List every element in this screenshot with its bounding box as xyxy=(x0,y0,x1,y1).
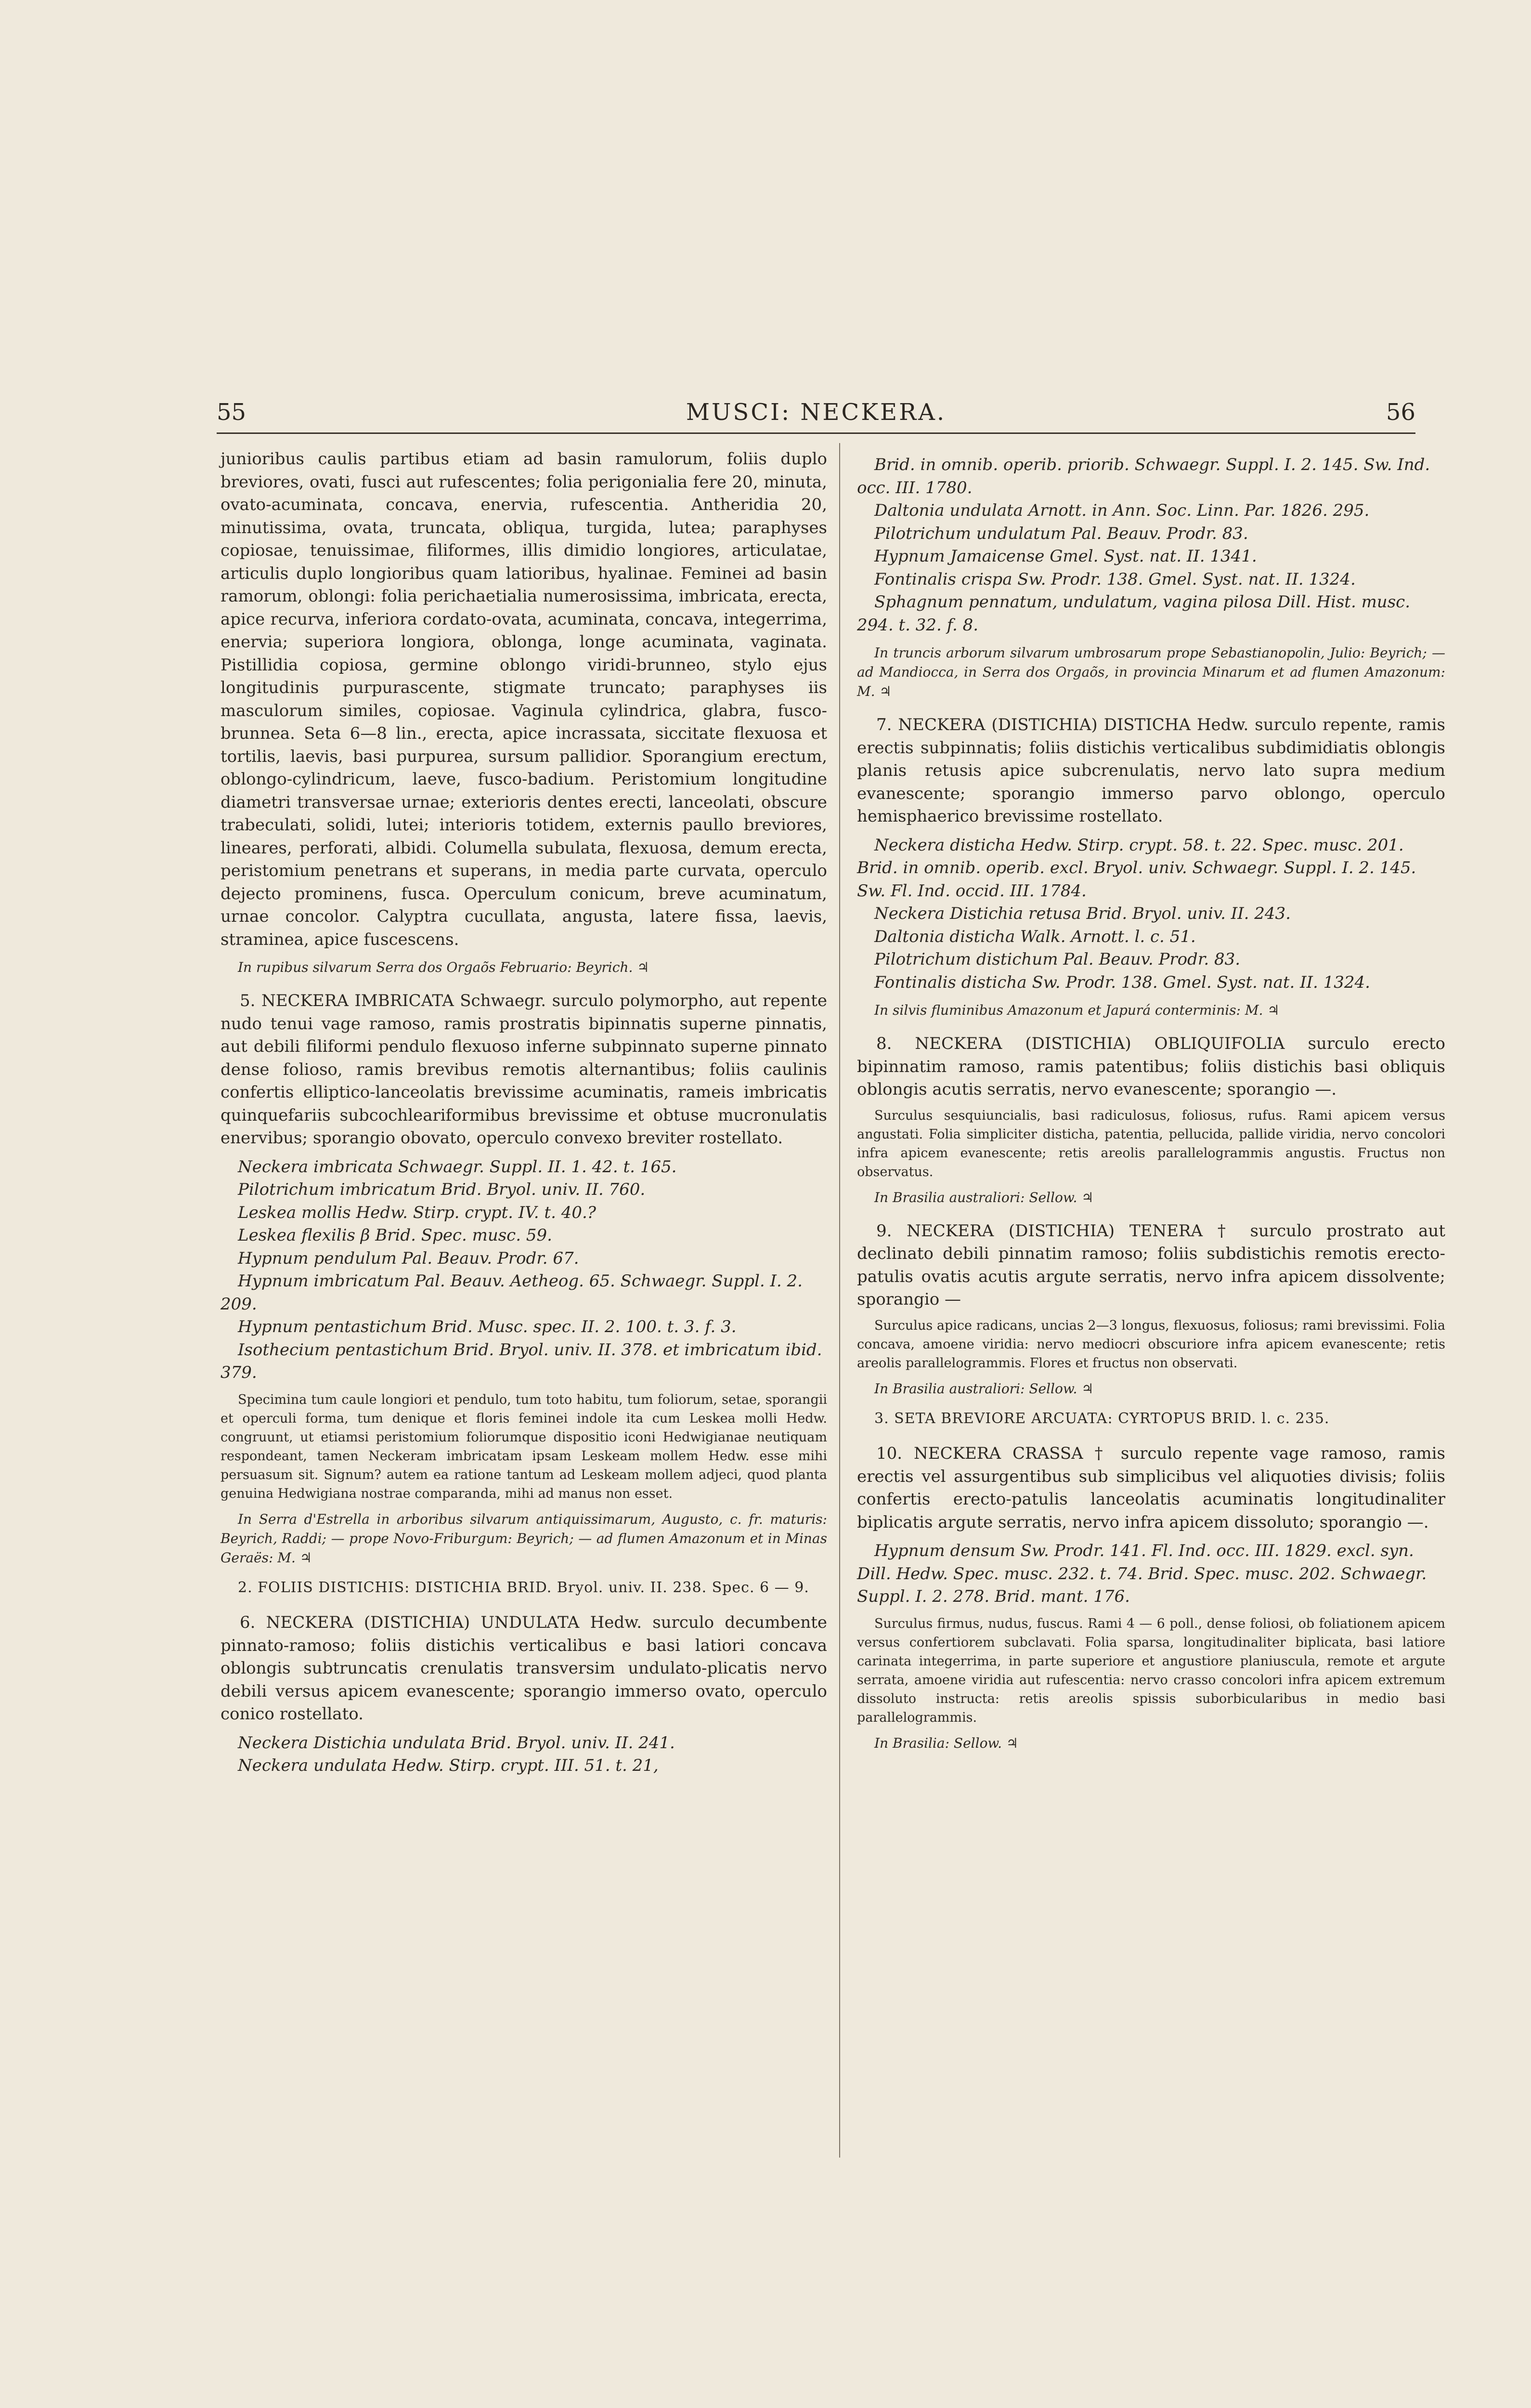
section-heading-3: 3. SETA BREVIORE ARCUATA: CYRTOPUS BRID. l. c. 235. xyxy=(874,1410,1330,1427)
synonym: Hypnum densum Sw. Prodr. 141. Fl. Ind. occ. III. 1829. excl. syn. Dill. Hedw. Spec. musc. 232. t. 74. Brid. Spec. musc. 202. Schwaegr. Suppl. I. 2. 278. Brid. mant. 176. xyxy=(857,1541,1427,1606)
page-number-right: 56 xyxy=(1386,399,1415,426)
synonym: Pilotrichum undulatum Pal. Beauv. Prodr. 83. xyxy=(874,523,1248,543)
synonym: Daltonia disticha Walk. Arnott. l. c. 51. xyxy=(874,927,1196,946)
note-10: Surculus firmus, nudus, fuscus. Rami 4 — 6 poll., dense foliosi, ob foliationem apicem versus confertiorem subclavati. Folia sparsa, longitudinaliter biplicata, basi latiore carinata integerrima, in parte superiore et angustiore planiuscula, remote et argute serrata, amoene viridia aut rufescentia: nervo crasso concolori infra apicem extremum dissoluto instructa: retis areolis spissis suborbicularibus in medio basi parallelogrammis. xyxy=(857,1616,1445,1725)
species-5-entry: 5. NECKERA IMBRICATA Schwaegr. surculo polymorpho, aut repente nudo tenui vage ramoso, ramis prostratis bipinnatis superne pinnatis, aut debili filiformi pendulo flexuoso inferne subpinnato superne pinnato dense folioso, ramis brevibus remotis alternantibus; foliis caulinis confertis elliptico-lanceolatis brevissime acuminatis, rameis imbricatis quinquefariis subcochleariformibus brevissime et obtuse mucronulatis enervibus; sporangio obovato, operculo convexo breviter rostellato. xyxy=(221,991,827,1148)
species-8-entry: 8. NECKERA (DISTICHIA) OBLIQUIFOLIA surculo erecto bipinnatim ramoso, ramis patentibus; foliis distichis basi obliquis oblongis acutis serratis, nervo evanescente; sporangio —. xyxy=(857,1034,1445,1099)
habitat-4: In rupibus silvarum Serra dos Orgaõs Februario: Beyrich. ♃ xyxy=(238,959,649,975)
synonym: Neckera Distichia retusa Brid. Bryol. univ. II. 243. xyxy=(874,904,1291,923)
synonym: Hypnum pentastichum Brid. Musc. spec. II. 2. 100. t. 3. f. 3. xyxy=(238,1317,737,1336)
habitat-8: In Brasilia australiori: Sellow. ♃ xyxy=(874,1189,1094,1205)
species-10-entry: 10. NECKERA CRASSA † surculo repente vage ramoso, ramis erectis vel assurgentibus sub simplicibus vel aliquoties divisis; foliis confertis erecto-patulis lanceolatis acuminatis longitudinaliter biplicatis argute serratis, nervo infra apicem dissoluto; sporangio —. xyxy=(857,1444,1445,1532)
synonym: Fontinalis crispa Sw. Prodr. 138. Gmel. Syst. nat. II. 1324. xyxy=(874,569,1356,589)
column-divider xyxy=(839,443,840,2158)
synonym: Leskea mollis Hedw. Stirp. crypt. IV. t. 40.? xyxy=(238,1203,596,1222)
synonym: Pilotrichum imbricatum Brid. Bryol. univ. II. 760. xyxy=(238,1180,646,1199)
synonym: Hypnum pendulum Pal. Beauv. Prodr. 67. xyxy=(238,1248,579,1268)
species-9-entry: 9. NECKERA (DISTICHIA) TENERA † surculo prostrato aut declinato debili pinnatim ramoso; foliis subdistichis remotis erecto-patulis ovatis acutis argute serratis, nervo infra apicem dissolvente; sporangio — xyxy=(857,1221,1445,1309)
synonyms-7 xyxy=(857,834,1445,995)
page-number-left: 55 xyxy=(217,399,247,426)
synonyms-10 xyxy=(857,1540,1445,1609)
running-title: MUSCI: NECKERA. xyxy=(686,399,947,426)
synonym: Pilotrichum distichum Pal. Beauv. Prodr. 83. xyxy=(874,950,1241,969)
page-header xyxy=(217,399,1415,434)
synonym: Sphagnum pennatum, undulatum, vagina pilosa Dill. Hist. musc. 294. t. 32. f. 8. xyxy=(857,592,1411,635)
synonyms-6-continued xyxy=(857,454,1445,637)
synonym: Daltonia undulata Arnott. in Ann. Soc. Linn. Par. 1826. 295. xyxy=(874,501,1370,520)
note-5: Specimina tum caule longiori et pendulo, tum toto habitu, tum foliorum, setae, sporangii et operculi forma, tum denique et floris feminei indole ita cum Leskea molli Hedw. congruunt, ut etiamsi peristomium foliorumque dispositio iconi Hedwigianae neutiquam respondeant, tamen Neckeram imbricatam ipsam Leskeam mollem Hedw. esse mihi persuasum sit. Signum? autem ea ratione tantum ad Leskeam mollem adjeci, quod planta genuina Hedwigiana nostrae comparanda, mihi ad manus non esset. xyxy=(221,1392,827,1501)
note-9: Surculus apice radicans, uncias 2—3 longus, flexuosus, foliosus; rami brevissimi. Folia concava, amoene viridia: nervo mediocri obscuriore infra apicem evanescente; retis areolis parallelogrammis. Flores et fructus non observati. xyxy=(857,1318,1445,1371)
synonym: Neckera disticha Hedw. Stirp. crypt. 58. t. 22. Spec. musc. 201. Brid. in omnib. operib. excl. Bryol. univ. Schwaegr. Suppl. I. 2. 145. Sw. Fl. Ind. occid. III. 1784. xyxy=(857,835,1416,901)
habitat-5: In Serra d'Estrella in arboribus silvarum antiquissimarum, Augusto, c. fr. maturis: Beyrich, Raddi; — prope Novo-Friburgum: Beyrich; — ad flumen Amazonum et in Minas Geraës: M. ♃ xyxy=(221,1511,827,1566)
synonym: Fontinalis disticha Sw. Prodr. 138. Gmel. Syst. nat. II. 1324. xyxy=(874,972,1370,992)
habitat-9: In Brasilia australiori: Sellow. ♃ xyxy=(874,1380,1094,1397)
synonym: Hypnum imbricatum Pal. Beauv. Aetheog. 65. Schwaegr. Suppl. I. 2. 209. xyxy=(221,1271,803,1314)
synonyms-5 xyxy=(221,1156,827,1385)
synonym: Isothecium pentastichum Brid. Bryol. univ. II. 378. et imbricatum ibid. 379. xyxy=(221,1340,822,1382)
habitat-7: In silvis fluminibus Amazonum et Japurá conterminis: M. ♃ xyxy=(874,1002,1280,1018)
left-column xyxy=(221,448,827,1783)
species-6-entry: 6. NECKERA (DISTICHIA) UNDULATA Hedw. surculo decumbente pinnato-ramoso; foliis distichis verticalibus e basi latiori concava oblongis subtruncatis crenulatis transversim undulato-plicatis nervo debili versus apicem evanescente; sporangio immerso ovato, operculo conico rostellato. xyxy=(221,1613,827,1724)
species-4-description: junioribus caulis partibus etiam ad basin ramulorum, foliis duplo breviores, ovati, fusci aut rufescentes; folia perigonialia fere 20, minuta, ovato-acuminata, concava, enervia, rufescentia. Antheridia 20, minutissima, ovata, truncata, obliqua, turgida, lutea; paraphyses copiosae, tenuissimae, filiformes, illis dimidio longiores, articulatae, articulis duplo longioribus quam latioribus, hyalinae. Feminei ad basin ramorum, oblongi: folia perichaetialia numerosissima, imbricata, erecta, apice recurva, inferiora cordato-ovata, acuminata, concava, integerrima, enervia; superiora longiora, oblonga, longe acuminata, vaginata. Pistillidia copiosa, germine oblongo viridi-brunneo, stylo ejus longitudinis purpurascente, stigmate truncato; paraphyses iis masculorum similes, copiosae. Vaginula cylindrica, glabra, fusco-brunnea. Seta 6—8 lin., erecta, apice incrassata, siccitate flexuosa et tortilis, laevis, basi purpurea, sursum pallidior. Sporangium erectum, oblongo-cylindricum, laeve, fusco-badium. Peristomium longitudine diametri transversae urnae; exterioris dentes erecti, lanceolati, obscure trabeculati, solidi, lutei; interioris totidem, externis paullo breviores, lineares, perforati, albidi. Columella subulata, flexuosa, demum erecta, peristomium penetrans et superans, in media parte curvata, operculo dejecto prominens, fusca. Operculum conicum, breve acuminatum, urnae concolor. Calyptra cucullata, angusta, latere fissa, laevis, straminea, apice fuscescens. xyxy=(221,449,827,949)
synonym: Neckera undulata Hedw. Stirp. crypt. III. 51. t. 21, xyxy=(238,1756,659,1775)
habitat-10: In Brasilia: Sellow. ♃ xyxy=(874,1735,1018,1751)
synonym: Brid. in omnib. operib. priorib. Schwaegr. Suppl. I. 2. 145. Sw. Ind. occ. III. 1780. xyxy=(857,455,1430,497)
synonyms-6 xyxy=(221,1732,827,1778)
habitat-6: In truncis arborum silvarum umbrosarum prope Sebastianopolin, Julio: Beyrich; — ad Mandiocca, in Serra dos Orgaõs, in provincia Minarum et ad flumen Amazonum: M. ♃ xyxy=(857,645,1445,699)
right-column xyxy=(857,448,1445,1760)
note-8: Surculus sesquiuncialis, basi radiculosus, foliosus, rufus. Rami apicem versus angustati. Folia simpliciter disticha, patentia, pellucida, pallide viridia, nervo concolori infra apicem evanescente; retis areolis parallelogrammis angustis. Fructus non observatus. xyxy=(857,1108,1445,1179)
species-7-entry: 7. NECKERA (DISTICHIA) DISTICHA Hedw. surculo repente, ramis erectis subpinnatis; foliis distichis verticalibus subdimidiatis oblongis planis retusis apice subcrenulatis, nervo lato supra medium evanescente; sporangio immerso parvo oblongo, operculo hemisphaerico brevissime rostellato. xyxy=(857,715,1445,826)
synonym: Neckera imbricata Schwaegr. Suppl. II. 1. 42. t. 165. xyxy=(238,1157,677,1177)
synonym: Neckera Distichia undulata Brid. Bryol. univ. II. 241. xyxy=(238,1733,675,1753)
synonym: Leskea flexilis β Brid. Spec. musc. 59. xyxy=(238,1226,552,1245)
synonym: Hypnum Jamaicense Gmel. Syst. nat. II. 1341. xyxy=(874,547,1257,566)
section-heading-2: 2. FOLIIS DISTICHIS: DISTICHIA BRID. Bryol. univ. II. 238. Spec. 6 — 9. xyxy=(238,1579,809,1596)
